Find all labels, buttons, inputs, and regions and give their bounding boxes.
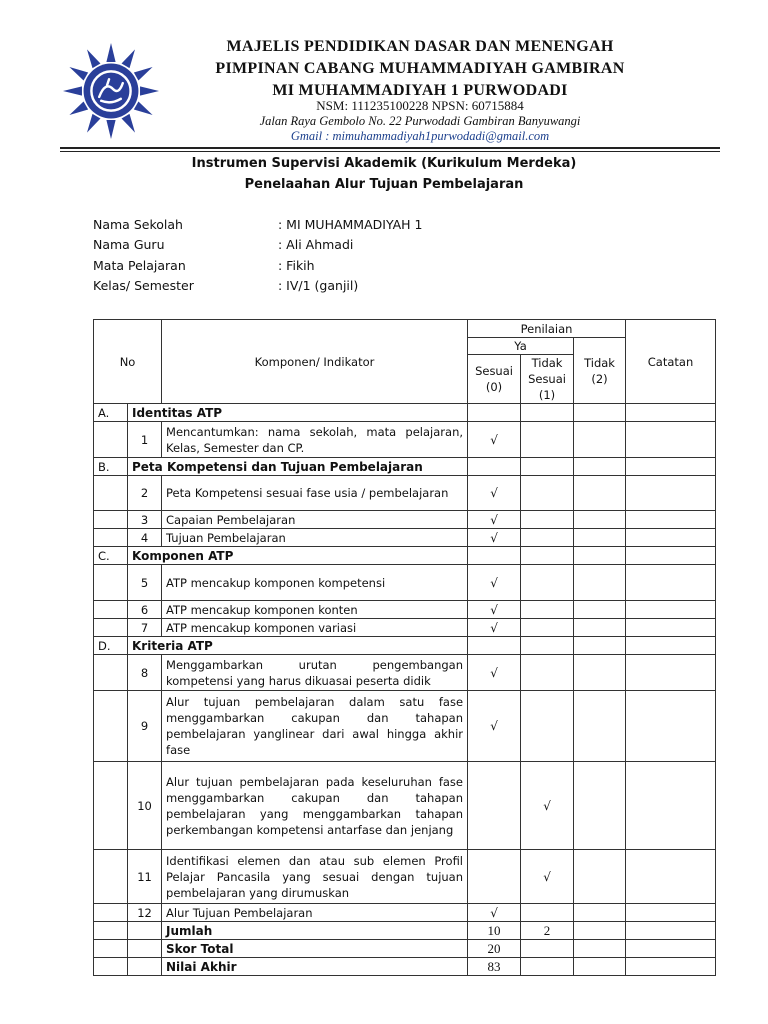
empty-cell	[521, 476, 574, 511]
indicator-text: Alur tujuan pembelajaran dalam satu fase menggambarkan cakupan dan tahapan pembelajaran yanglinear dari awal hingga akhir fase	[162, 691, 468, 762]
total-sesuai: 83	[468, 958, 521, 976]
indicator-row	[94, 762, 716, 850]
empty-cell	[574, 511, 626, 529]
empty-cell	[521, 511, 574, 529]
empty-cell	[574, 850, 626, 904]
indicator-text: Peta Kompetensi sesuai fase usia / pembelajaran	[162, 476, 468, 511]
logo-ray	[87, 114, 100, 133]
indicator-row	[94, 619, 716, 637]
logo-ray	[134, 67, 153, 80]
indicator-number: 9	[128, 691, 162, 762]
logo-ray	[69, 102, 88, 115]
empty-cell	[574, 547, 626, 565]
logo-ray	[87, 49, 100, 68]
supervision-table	[93, 319, 716, 976]
empty-cell	[468, 547, 521, 565]
empty-cell	[574, 958, 626, 976]
indicator-number: 10	[128, 762, 162, 850]
empty-cell	[521, 565, 574, 601]
logo-ray	[63, 86, 82, 95]
empty-cell	[574, 458, 626, 476]
indicator-row	[94, 476, 716, 511]
indicator-row	[94, 904, 716, 922]
check-mark: √	[468, 691, 521, 762]
letterhead-rule	[60, 147, 720, 149]
indent-cell	[94, 422, 128, 458]
identity-value: : Ali Ahmadi	[278, 237, 354, 252]
identity-label: Nama Guru	[93, 237, 165, 252]
check-mark: √	[468, 529, 521, 547]
indicator-text: Mencantumkan: nama sekolah, mata pelajaran, Kelas, Semester dan CP.	[162, 422, 468, 458]
empty-cell	[574, 529, 626, 547]
section-row	[94, 547, 716, 565]
header-sesuai: Sesuai (0)	[468, 355, 521, 404]
indent-cell	[94, 529, 128, 547]
total-tidak-sesuai	[521, 958, 574, 976]
indicator-number: 5	[128, 565, 162, 601]
indicator-number: 3	[128, 511, 162, 529]
indicator-text: Tujuan Pembelajaran	[162, 529, 468, 547]
empty-cell	[94, 922, 128, 940]
empty-cell	[574, 637, 626, 655]
indicator-text: ATP mencakup komponen konten	[162, 601, 468, 619]
total-sesuai: 10	[468, 922, 521, 940]
letterhead-branch: PIMPINAN CABANG MUHAMMADIYAH GAMBIRAN	[215, 60, 625, 77]
empty-cell	[626, 404, 716, 422]
notes-cell	[626, 655, 716, 691]
empty-cell	[626, 940, 716, 958]
letterhead-nsm: NSM: 111235100228 NPSN: 60715884	[316, 98, 524, 113]
muhammadiyah-logo	[62, 42, 160, 140]
empty-cell	[521, 458, 574, 476]
empty-cell	[574, 940, 626, 958]
empty-cell	[626, 922, 716, 940]
notes-cell	[626, 601, 716, 619]
identity-label: Nama Sekolah	[93, 217, 183, 232]
notes-cell	[626, 565, 716, 601]
empty-cell	[94, 958, 128, 976]
empty-cell	[574, 565, 626, 601]
check-mark: √	[468, 422, 521, 458]
letterhead-council: MAJELIS PENDIDIKAN DASAR DAN MENENGAH	[226, 38, 614, 55]
notes-cell	[626, 904, 716, 922]
logo-ray	[122, 49, 135, 68]
section-title: Peta Kompetensi dan Tujuan Pembelajaran	[128, 458, 468, 476]
empty-cell	[521, 691, 574, 762]
empty-cell	[626, 958, 716, 976]
check-mark: √	[468, 601, 521, 619]
empty-cell	[521, 601, 574, 619]
total-label: Nilai Akhir	[162, 958, 468, 976]
empty-cell	[626, 637, 716, 655]
empty-cell	[574, 655, 626, 691]
header-component: Komponen/ Indikator	[162, 320, 468, 404]
section-letter: D.	[94, 637, 128, 655]
indent-cell	[94, 762, 128, 850]
total-row	[94, 958, 716, 976]
section-row	[94, 637, 716, 655]
empty-cell	[521, 655, 574, 691]
notes-cell	[626, 850, 716, 904]
total-row	[94, 922, 716, 940]
empty-cell	[574, 619, 626, 637]
indent-cell	[94, 691, 128, 762]
check-mark: √	[521, 762, 574, 850]
check-mark: √	[521, 850, 574, 904]
indicator-text: ATP mencakup komponen variasi	[162, 619, 468, 637]
notes-cell	[626, 511, 716, 529]
total-tidak-sesuai: 2	[521, 922, 574, 940]
empty-cell	[574, 404, 626, 422]
indicator-text: Alur Tujuan Pembelajaran	[162, 904, 468, 922]
section-title: Komponen ATP	[128, 547, 468, 565]
indicator-row	[94, 511, 716, 529]
total-label: Skor Total	[162, 940, 468, 958]
header-tidak-sesuai: Tidak Sesuai (1)	[521, 355, 574, 404]
indent-cell	[94, 511, 128, 529]
indicator-number: 1	[128, 422, 162, 458]
check-mark: √	[468, 904, 521, 922]
empty-cell	[574, 422, 626, 458]
indicator-row	[94, 850, 716, 904]
letterhead-email: Gmail : mimuhammadiyah1purwodadi@gmail.com	[290, 129, 550, 143]
indicator-text: ATP mencakup komponen kompetensi	[162, 565, 468, 601]
empty-cell	[94, 940, 128, 958]
logo-ray	[106, 120, 115, 139]
indicator-text: Identifikasi elemen dan atau sub elemen Profil Pelajar Pancasila yang sesuai dengan tujuan pembelajaran yang dirumuskan	[162, 850, 468, 904]
indicator-row	[94, 565, 716, 601]
empty-cell	[468, 458, 521, 476]
total-row	[94, 940, 716, 958]
indicator-text: Menggambarkan urutan pengembangan kompetensi yang harus dikuasai peserta didik	[162, 655, 468, 691]
indicator-number: 7	[128, 619, 162, 637]
total-tidak-sesuai	[521, 940, 574, 958]
check-mark: √	[468, 655, 521, 691]
notes-cell	[626, 529, 716, 547]
indicator-number: 11	[128, 850, 162, 904]
identity-value: : IV/1 (ganjil)	[278, 278, 359, 293]
logo-ray	[69, 67, 88, 80]
empty-cell	[626, 547, 716, 565]
indent-cell	[94, 619, 128, 637]
indicator-number: 6	[128, 601, 162, 619]
total-label: Jumlah	[162, 922, 468, 940]
section-row	[94, 458, 716, 476]
empty-cell	[626, 458, 716, 476]
empty-cell	[521, 637, 574, 655]
section-letter: A.	[94, 404, 128, 422]
notes-cell	[626, 691, 716, 762]
indicator-row	[94, 529, 716, 547]
section-letter: B.	[94, 458, 128, 476]
header-row	[94, 320, 716, 338]
indent-cell	[94, 565, 128, 601]
header-assessment: Penilaian	[468, 320, 626, 338]
identity-label: Kelas/ Semester	[93, 278, 194, 293]
header-no: No	[94, 320, 162, 404]
indicator-row	[94, 655, 716, 691]
empty-cell	[468, 404, 521, 422]
empty-cell	[128, 922, 162, 940]
logo-ray	[122, 114, 135, 133]
header-yes: Ya	[468, 338, 574, 355]
indicator-row	[94, 601, 716, 619]
logo-ray	[106, 43, 115, 62]
indicator-number: 12	[128, 904, 162, 922]
indent-cell	[94, 655, 128, 691]
section-title: Identitas ATP	[128, 404, 468, 422]
empty-cell	[521, 422, 574, 458]
identity-label: Mata Pelajaran	[93, 258, 186, 273]
logo-ray	[134, 102, 153, 115]
document-title: Instrumen Supervisi Akademik (Kurikulum Merdeka)	[191, 156, 577, 171]
section-letter: C.	[94, 547, 128, 565]
indent-cell	[94, 904, 128, 922]
letterhead-rule-thin	[60, 151, 720, 152]
empty-cell	[521, 529, 574, 547]
check-mark: √	[468, 619, 521, 637]
check-mark: √	[468, 565, 521, 601]
empty-cell	[574, 691, 626, 762]
indent-cell	[94, 601, 128, 619]
empty-cell	[574, 476, 626, 511]
empty-cell	[521, 547, 574, 565]
indicator-text: Capaian Pembelajaran	[162, 511, 468, 529]
check-mark: √	[468, 476, 521, 511]
check-mark: √	[468, 511, 521, 529]
empty-cell	[521, 619, 574, 637]
empty-cell	[521, 404, 574, 422]
notes-cell	[626, 619, 716, 637]
identity-value: : Fikih	[278, 258, 315, 273]
indicator-text: Alur tujuan pembelajaran pada keseluruhan fase menggambarkan cakupan dan tahapan pembelajaran yang menggambarkan tahapan perkembangan kompetensi antarfase dan jenjang	[162, 762, 468, 850]
empty-cell	[574, 904, 626, 922]
header-notes: Catatan	[626, 320, 716, 404]
document-subtitle: Penelaahan Alur Tujuan Pembelajaran	[244, 177, 524, 192]
notes-cell	[626, 422, 716, 458]
section-title: Kriteria ATP	[128, 637, 468, 655]
empty-cell	[574, 922, 626, 940]
indicator-row	[94, 422, 716, 458]
empty-cell	[128, 940, 162, 958]
empty-cell	[468, 762, 521, 850]
identity-value: : MI MUHAMMADIYAH 1	[278, 217, 423, 232]
indicator-row	[94, 691, 716, 762]
notes-cell	[626, 476, 716, 511]
indicator-number: 8	[128, 655, 162, 691]
empty-cell	[468, 637, 521, 655]
letterhead-address: Jalan Raya Gembolo No. 22 Purwodadi Gambiran Banyuwangi	[259, 114, 581, 128]
section-row	[94, 404, 716, 422]
empty-cell	[468, 850, 521, 904]
indicator-number: 4	[128, 529, 162, 547]
empty-cell	[574, 601, 626, 619]
indent-cell	[94, 476, 128, 511]
empty-cell	[521, 904, 574, 922]
logo-ray	[140, 86, 159, 95]
indicator-number: 2	[128, 476, 162, 511]
empty-cell	[128, 958, 162, 976]
empty-cell	[574, 762, 626, 850]
header-no-score: Tidak (2)	[574, 338, 626, 404]
letterhead-school: MI MUHAMMADIYAH 1 PURWODADI	[272, 82, 568, 99]
notes-cell	[626, 762, 716, 850]
indent-cell	[94, 850, 128, 904]
total-sesuai: 20	[468, 940, 521, 958]
